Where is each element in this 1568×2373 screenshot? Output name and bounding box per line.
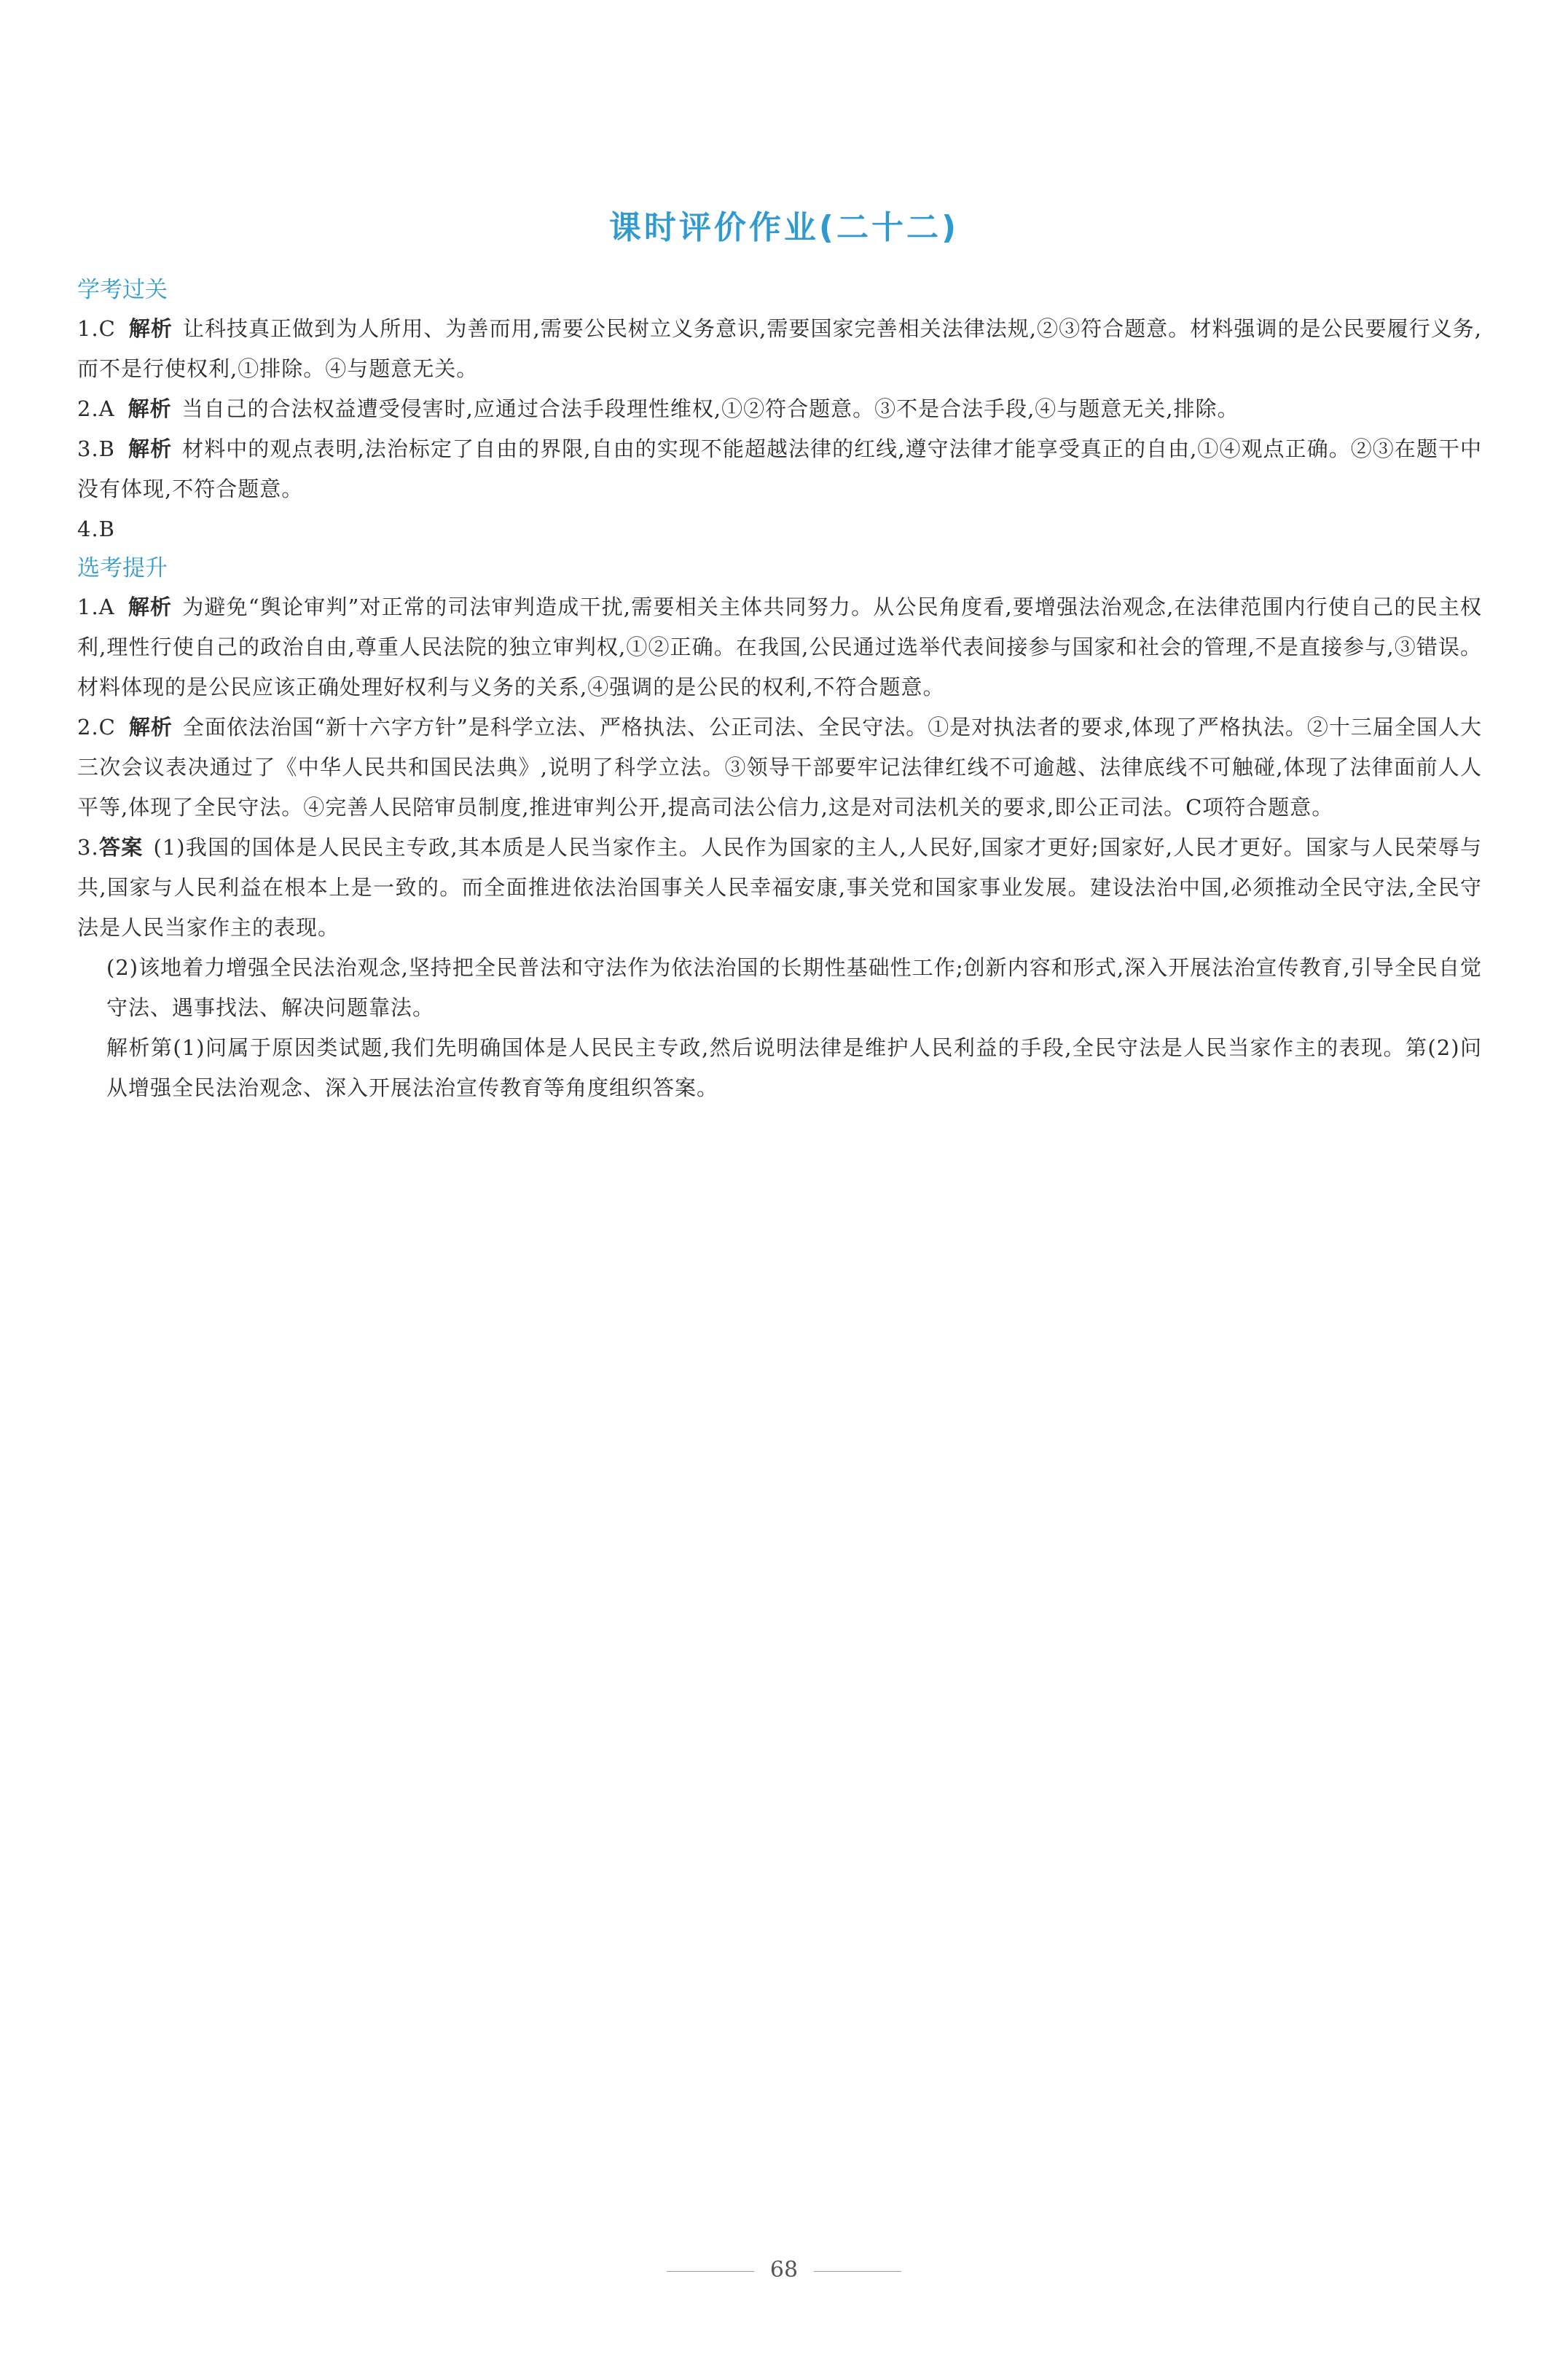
answer-analysis-paragraph [77,1028,1482,1108]
analysis-label: 解析 [128,396,172,421]
item-number: 1.C [77,316,116,341]
footer-rule-right [814,2271,901,2272]
analysis-label: 解析 [106,1035,151,1060]
answer-item [77,587,1482,707]
answer-item [77,309,1482,389]
footer-rule-left [667,2271,754,2272]
item-text: 让科技真正做到为人所用、为善而用,需要公民树立义务意识,需要国家完善相关法律法规,②③符合题意。材料强调的是公民要履行义务,而不是行使权利,①排除。④与题意无关。 [77,316,1482,381]
answer-part-2: (2)该地着力增强全民法治观念,坚持把全民普法和守法作为依法治国的长期性基础性工作;创新内容和形式,深入开展法治宣传教育,引导全民自觉守法、遇事找法、解决问题靠法。 [106,955,1482,1020]
answer-item [77,707,1482,828]
item-text: 为避免“舆论审判”对正常的司法审判造成干扰,需要相关主体共同努力。从公民角度看,要增强法治观念,在法律范围内行使自己的民主权利,理性行使自己的政治自由,尊重人民法院的独立审判权,①②正确。在我国,公民通过选举代表间接参与国家和社会的管理,不是直接参与,③错误。材料体现的是公民应该正确处理好权利与义务的关系,④强调的是公民的权利,不符合题意。 [77,595,1482,699]
item-text: 材料中的观点表明,法治标定了自由的界限,自由的实现不能超越法律的红线,遵守法律才能享受真正的自由,①④观点正确。②③在题干中没有体现,不符合题意。 [77,436,1482,501]
answer-part-2-paragraph [77,948,1482,1028]
page-footer [0,2257,1568,2283]
section-heading-xuekao: 学考过关 [77,277,168,303]
item-number: 3. [77,835,99,860]
section-heading-xuankao: 选考提升 [77,555,168,581]
page-title: 课时评价作业(二十二) [608,209,960,246]
item-number: 4.B [77,517,115,541]
item-text: 当自己的合法权益遭受侵害时,应通过合法手段理性维权,①②符合题意。③不是合法手段,④与题意无关,排除。 [181,396,1239,421]
item-number: 3.B [77,436,115,461]
item-number: 2.A [77,396,115,421]
analysis-label: 解析 [128,715,173,740]
answer-item [77,509,1482,549]
answer-item [77,828,1482,948]
page-number: 68 [769,2257,799,2283]
analysis-label: 解析 [128,316,173,341]
item-number: 1.A [77,595,115,619]
analysis-label: 解析 [128,436,173,461]
item-text: 全面依法治国“新十六字方针”是科学立法、严格执法、公正司法、全民守法。①是对执法者的要求,体现了严格执法。②十三届全国人大三次会议表决通过了《中华人民共和国民法典》,说明了科学立法。③领导干部要牢记法律红线不可逾越、法律底线不可触碰,体现了法律面前人人平等,体现了全民守法。④完善人民陪审员制度,推进审判公开,提高司法公信力,这是对司法机关的要求,即公正司法。C项符合题意。 [77,715,1482,820]
analysis-label: 解析 [128,595,173,619]
answer-item [77,429,1482,509]
answer-analysis: 第(1)问属于原因类试题,我们先明确国体是人民民主专政,然后说明法律是维护人民利益的手段,全民守法是人民当家作主的表现。第(2)问从增强全民法治观念、深入开展法治宣传教育等角度组织答案。 [106,1035,1482,1100]
answer-part-1: (1)我国的国体是人民民主专政,其本质是人民当家作主。人民作为国家的主人,人民好,国家才更好;国家好,人民才更好。国家与人民荣辱与共,国家与人民利益在根本上是一致的。而全面推进依法治国事关人民幸福安康,事关党和国家事业发展。建设法治中国,必须推动全民守法,全民守法是人民当家作主的表现。 [77,835,1482,940]
content-body [77,271,1482,1108]
item-number: 2.C [77,715,116,740]
answer-item [77,389,1482,429]
answer-label: 答案 [98,835,144,860]
